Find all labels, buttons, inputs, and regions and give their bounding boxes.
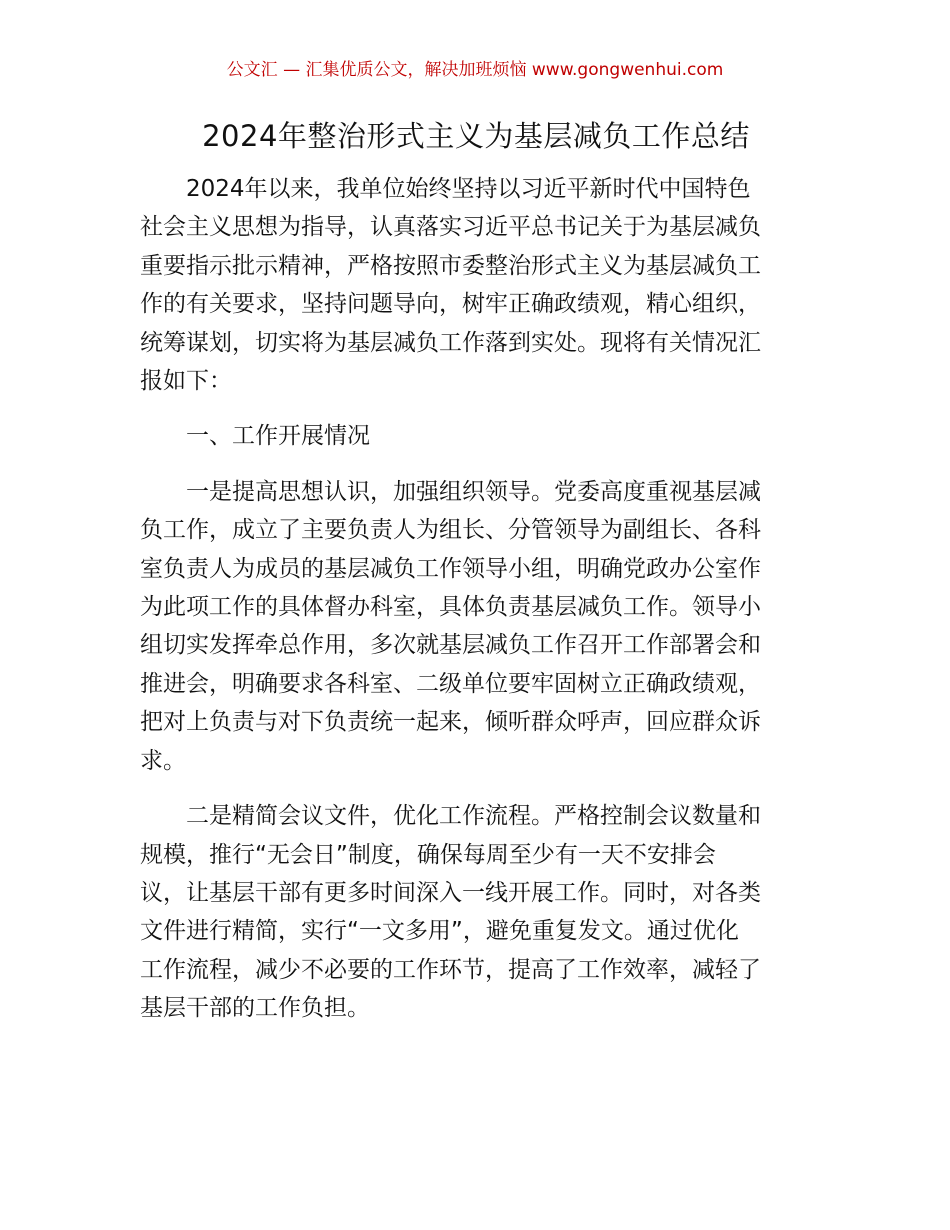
paragraph-line: 二是精简会议文件，优化工作流程。严格控制会议数量和: [186, 803, 761, 830]
paragraph-line: 文件进行精简，实行“一文多用”，避免重复发文。通过优化: [140, 918, 739, 945]
paragraph-line: 把对上负责与对下负责统一起来，倾听群众呼声，回应群众诉: [140, 709, 761, 736]
paragraph-line: 统筹谋划，切实将为基层减负工作落到实处。现将有关情况汇: [140, 329, 761, 356]
document-title: 2024年整治形式主义为基层减负工作总结: [202, 119, 750, 153]
paragraph-line: 为此项工作的具体督办科室，具体负责基层减负工作。领导小: [140, 594, 761, 621]
section-heading: [140, 417, 812, 455]
document-page: [140, 112, 812, 1028]
paragraph-line: 2024年以来，我单位始终坚持以习近平新时代中国特色: [186, 176, 751, 202]
paragraph-line: 报如下：: [140, 368, 232, 395]
intro-paragraph: [140, 170, 812, 400]
paragraph-line: 组切实发挥牵总作用，多次就基层减负工作召开工作部署会和: [140, 632, 761, 659]
section-heading-text: 一、工作开展情况: [186, 423, 370, 450]
paragraph-line: 工作流程，减少不必要的工作环节，提高了工作效率，减轻了: [140, 956, 761, 983]
paragraph-line: 室负责人为成员的基层减负工作领导小组，明确党政办公室作: [140, 555, 761, 582]
paragraph-line: 作的有关要求，坚持问题导向，树牢正确政绩观，精心组织，: [140, 291, 761, 318]
point-one-paragraph: [140, 473, 812, 780]
paragraph-line: 求。: [140, 747, 186, 774]
paragraph-line: 负工作，成立了主要负责人为组长、分管领导为副组长、各科: [140, 517, 761, 544]
paragraph-line: 基层干部的工作负担。: [140, 995, 370, 1022]
paragraph-line: 规模，推行“无会日”制度，确保每周至少有一天不安排会: [140, 841, 716, 868]
paragraph-line: 重要指示批示精神，严格按照市委整治形式主义为基层减负工: [140, 252, 761, 279]
paragraph-line: 推进会，明确要求各科室、二级单位要牢固树立正确政绩观，: [140, 670, 761, 697]
paragraph-line: 社会主义思想为指导，认真落实习近平总书记关于为基层减负: [140, 214, 761, 241]
paragraph-line: 议，让基层干部有更多时间深入一线开展工作。同时，对各类: [140, 879, 761, 906]
site-watermark: 公文汇 — 汇集优质公文，解决加班烦恼 www.gongwenhui.com: [226, 60, 724, 80]
paragraph-line: 一是提高思想认识，加强组织领导。党委高度重视基层减: [186, 478, 761, 505]
point-two-paragraph: [140, 797, 812, 1027]
